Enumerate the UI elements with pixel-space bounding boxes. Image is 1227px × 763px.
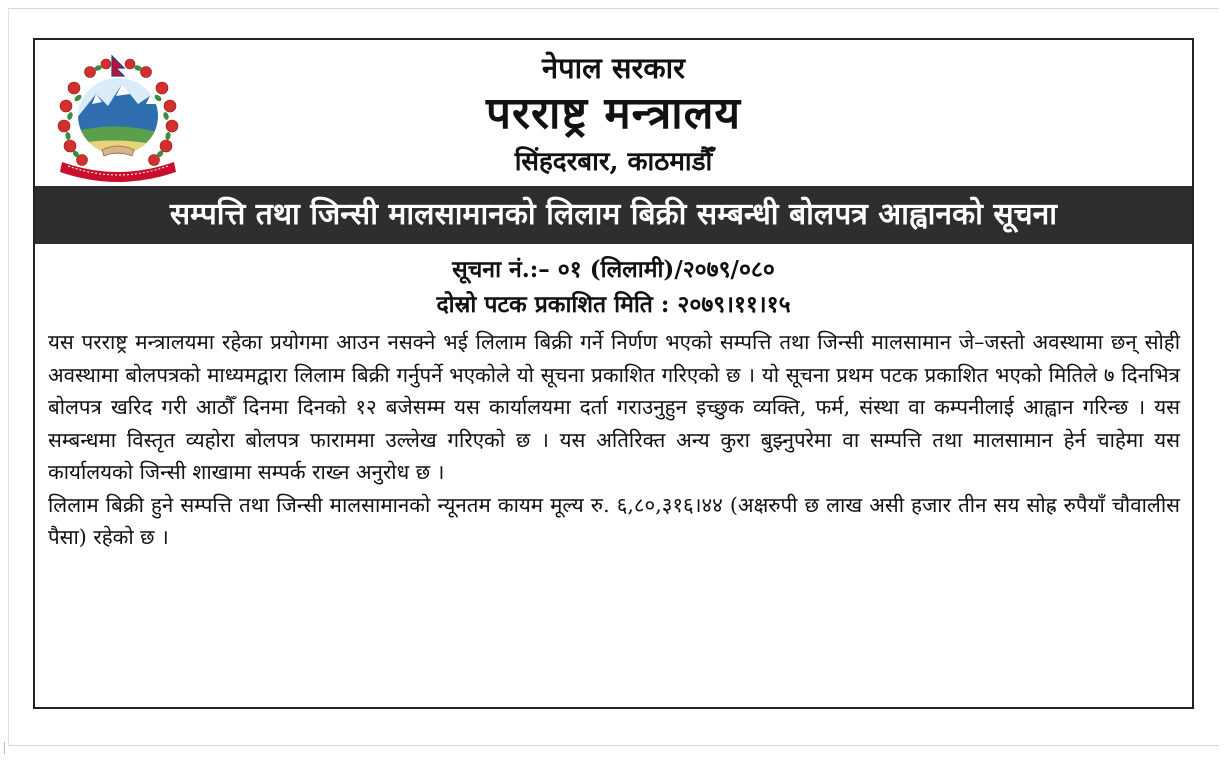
body-paragraph: यस परराष्ट्र मन्त्रालयमा रहेका प्रयोगमा आउन नसक्ने भई लिलाम बिक्री गर्ने निर्णण भएको सम्पत्ति तथा जिन्सी मालसामान जे–जस्तो अवस्थामा छन् सोही अवस्थामा बोलपत्रको माध्यमद्वारा लिलाम बिक्री गर्नुपर्ने भएकोले यो सूचना प्रकाशित गरिएको छ । यो सूचना प्रथम पटक प्रकाशित भएको मितिले ७ दिनभित्र बोलपत्र खरिद गरी आठौँ दिनमा दिनको १२ बजेसम्म यस कार्यालयमा दर्ता गराउनुहुन इच्छुक व्यक्ति, फर्म, संस्था वा कम्पनीलाई आह्वान गरिन्छ । यस सम्बन्धमा विस्तृत व्यहोरा बोलपत्र फाराममा उल्लेख गरिएको छ । यस अतिरिक्त अन्य कुरा बुझ्नुपरेमा वा सम्पत्ति तथा मालसामान हेर्न चाहेमा यस कार्यालयको जिन्सी शाखामा सम्पर्क राख्न अनुरोध छ । [48,330,1181,484]
notice-number: सूचना नं.:– ०१ (लिलामी)/२०७९/०८० [452,256,775,283]
page-border-top [8,8,1219,9]
notice-frame [33,38,1194,709]
government-name: नेपाल सरकार [542,51,685,85]
notice-title: सम्पत्ति तथा जिन्सी मालसामानको लिलाम बिक्री सम्बन्धी बोलपत्र आह्वानको सूचना [35,186,1192,244]
page-border-bottom [8,745,1219,746]
notice-body [48,326,1180,554]
ministry-name: परराष्ट्र मन्त्रालय [485,88,742,139]
page-edge-mark [4,742,5,754]
body-paragraph: लिलाम बिक्री हुने सम्पत्ति तथा जिन्सी मालसामानको न्यूनतम कायम मूल्य रु. ६,८०,३१६।४४ (अक्षरुपी छ लाख असी हजार तीन सय सोह्र रुपैयाँ चौवालीस पैसा) रहेको छ । [48,492,1180,549]
publish-date: दोस्रो पटक प्रकाशित मिति : २०७९।११।१५ [436,291,791,318]
page-border-left [8,8,9,745]
ministry-address: सिंहदरबार, काठमाडौँ [514,147,713,177]
